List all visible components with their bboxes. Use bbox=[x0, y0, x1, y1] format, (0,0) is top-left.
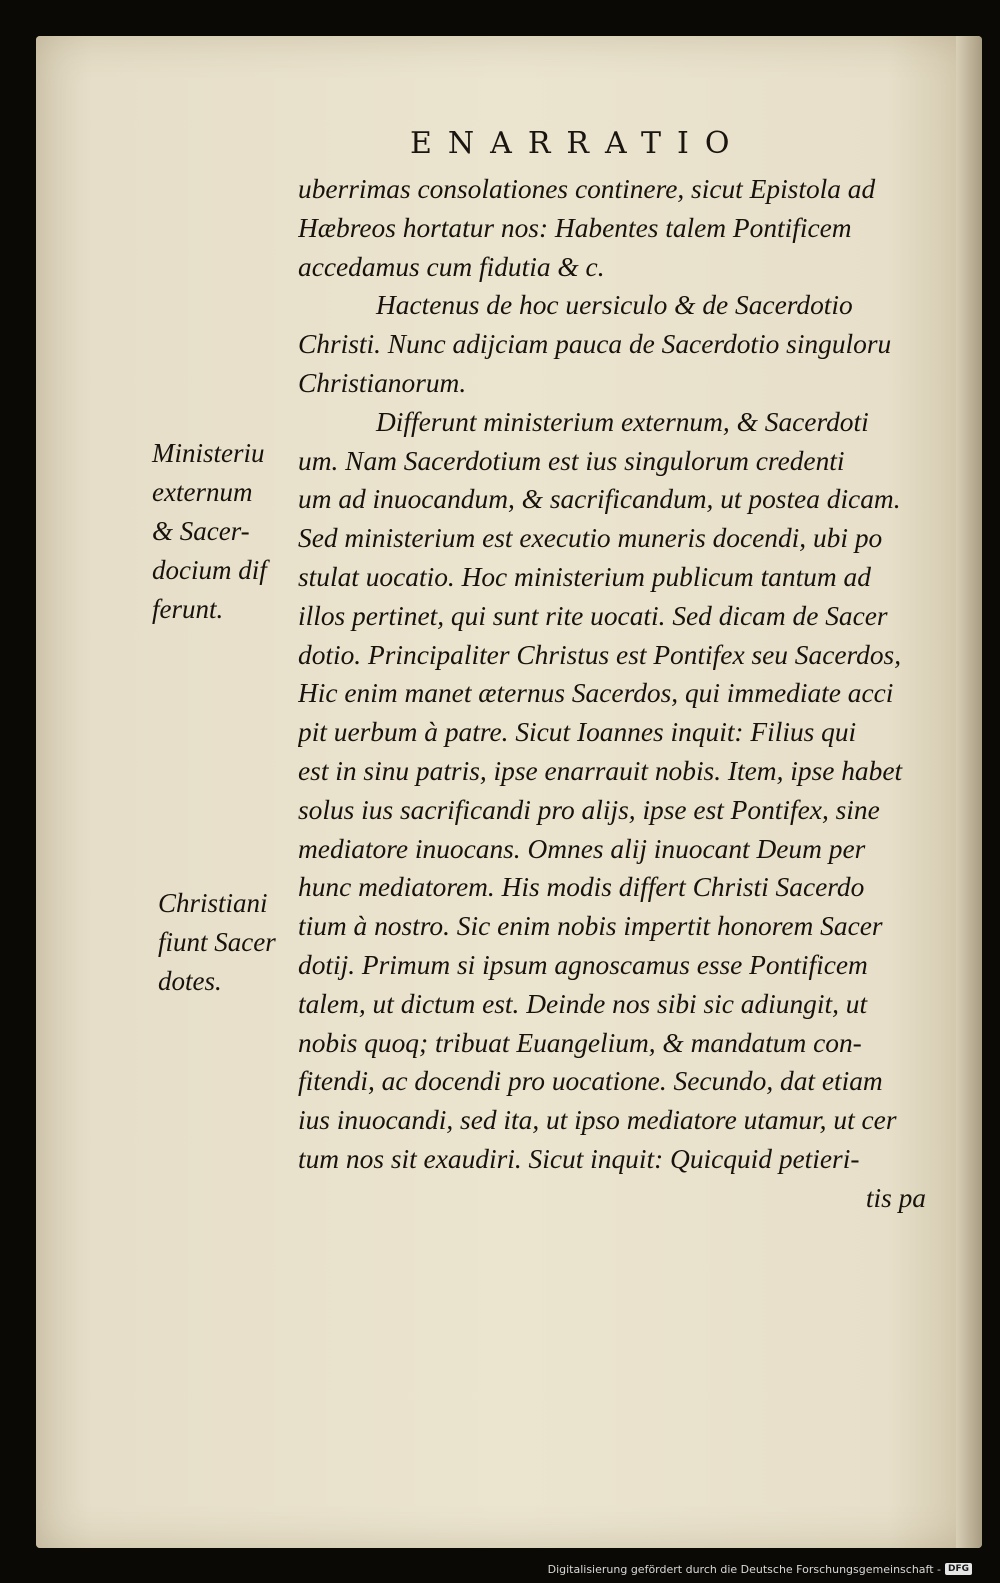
text-line: Christianorum. bbox=[298, 367, 467, 398]
text-line: mediatore inuocans. Omnes alij inuocant Deum per bbox=[298, 833, 866, 864]
text-line: illos pertinet, qui sunt rite uocati. Sed dicam de Sacer bbox=[298, 600, 888, 631]
text-line: stulat uocatio. Hoc ministerium publicum tantum ad bbox=[298, 561, 871, 592]
catchword: tis pa bbox=[865, 1182, 926, 1213]
margin-note-christiani bbox=[158, 884, 276, 1001]
text-line: tum nos sit exaudiri. Sicut inquit: Quicquid petieri- bbox=[298, 1143, 860, 1174]
text-line: ius inuocandi, sed ita, ut ipso mediatore utamur, ut cer bbox=[298, 1105, 897, 1136]
margin-note-line: dotes. bbox=[158, 966, 222, 996]
text-line: accedamus cum fidutia & c. bbox=[298, 251, 605, 282]
page-right-edge bbox=[956, 36, 982, 1548]
margin-note-ministerium bbox=[152, 434, 267, 629]
footer-text: Digitalisierung gefördert durch die Deutsche Forschungsgemeinschaft - bbox=[547, 1562, 941, 1576]
text-line: solus ius sacrificandi pro alijs, ipse est Pontifex, sine bbox=[298, 794, 880, 825]
margin-note-line: Christiani bbox=[158, 888, 268, 918]
text-line: Sed ministerium est executio muneris docendi, ubi po bbox=[298, 523, 883, 554]
text-line: nobis quoq; tribuat Euangelium, & mandatum con- bbox=[298, 1027, 862, 1058]
margin-note-line: & Sacer- bbox=[152, 516, 250, 546]
text-line: um. Nam Sacerdotium est ius singulorum credenti bbox=[298, 445, 845, 476]
text-line: dotij. Primum si ipsum agnoscamus esse Pontificem bbox=[298, 949, 868, 980]
digitization-footer bbox=[548, 1561, 972, 1577]
text-line: um ad inuocandum, & sacrificandum, ut postea dicam. bbox=[298, 484, 901, 515]
text-line: Hactenus de hoc uersiculo & de Sacerdotio bbox=[376, 290, 853, 321]
dfg-logo-icon: DFG bbox=[945, 1563, 972, 1575]
text-line: talem, ut dictum est. Deinde nos sibi sic adiungit, ut bbox=[298, 988, 868, 1019]
margin-note-line: docium dif bbox=[152, 555, 267, 585]
margin-note-line: Ministeriu bbox=[152, 438, 265, 468]
text-line: fitendi, ac docendi pro uocatione. Secundo, dat etiam bbox=[298, 1066, 883, 1097]
text-line: tium à nostro. Sic enim nobis impertit honorem Sacer bbox=[298, 911, 883, 942]
text-line: uberrimas consolationes continere, sicut Epistola ad bbox=[298, 174, 876, 204]
text-line: dotio. Principaliter Christus est Pontifex seu Sacerdos, bbox=[298, 639, 902, 670]
margin-note-line: ferunt. bbox=[152, 594, 224, 624]
text-line: hunc mediatorem. His modis differt Christi Sacerdo bbox=[298, 872, 865, 903]
text-line: Hæbreos hortatur nos: Habentes talem Pontificem bbox=[298, 212, 852, 243]
text-line: Christi. Nunc adijciam pauca de Sacerdotio singuloru bbox=[298, 329, 892, 360]
margin-note-line: externum bbox=[152, 477, 253, 507]
text-line: pit uerbum à patre. Sicut Ioannes inquit: Filius qui bbox=[298, 717, 857, 748]
running-head: ENARRATIO bbox=[410, 126, 746, 161]
text-line: est in sinu patris, ipse enarrauit nobis. Item, ipse habet bbox=[298, 755, 903, 786]
margin-note-line: fiunt Sacer bbox=[158, 927, 276, 957]
text-line: Hic enim manet æternus Sacerdos, qui immediate acci bbox=[298, 678, 894, 709]
main-text-block bbox=[298, 170, 938, 1218]
text-line: Differunt ministerium externum, & Sacerdoti bbox=[376, 406, 869, 437]
